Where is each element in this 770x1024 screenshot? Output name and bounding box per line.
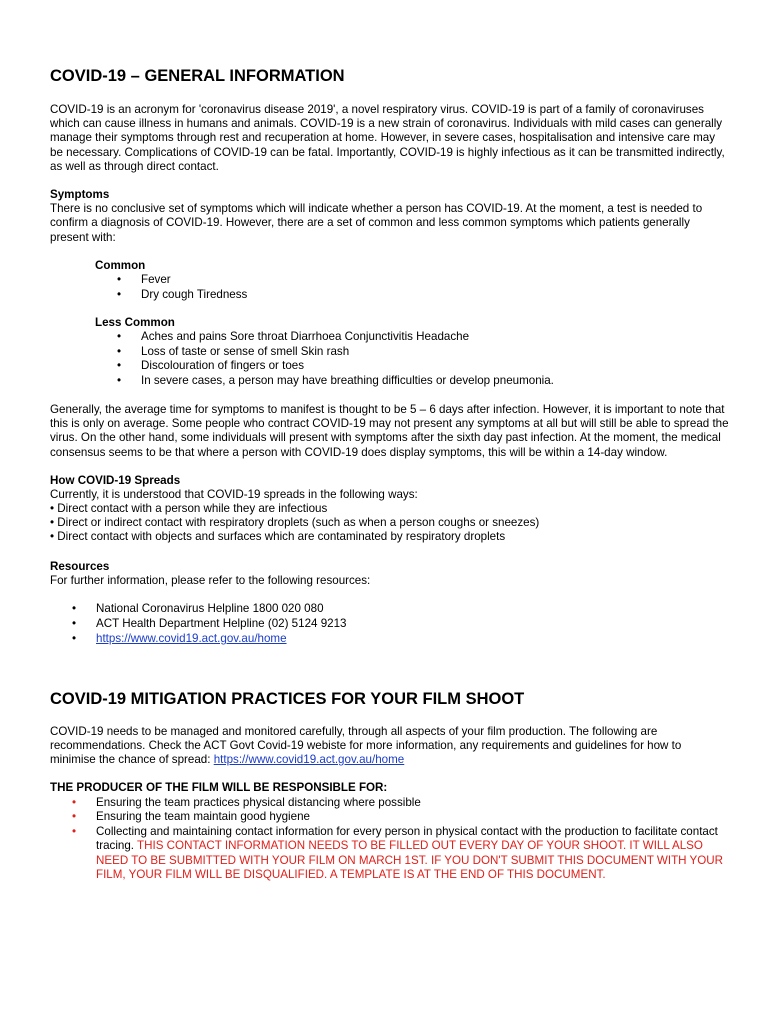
list-item: • https://www.covid19.act.gov.au/home: [72, 632, 287, 646]
resources-intro: For further information, please refer to the following resources:: [50, 574, 371, 588]
onset-paragraph: Generally, the average time for symptoms to manifest is thought to be 5 – 6 days after infection. However, it is important to note that this is only on average. Some people who contract COVID-19 may not present any symptoms at all but will still be able to spread the virus. On the other hand, some individuals will present with symptoms after the sixth day past infection. At the moment, the medical consensus seems to be that where a person with COVID-19 does display symptoms, this will be within a 14-day window.: [50, 403, 729, 459]
list-item: • In severe cases, a person may have breathing difficulties or develop pneumonia.: [117, 374, 554, 388]
section-title-mitigation: COVID-19 MITIGATION PRACTICES FOR YOUR FILM SHOOT: [50, 689, 525, 708]
resources-list: [50, 602, 730, 646]
document-page: [50, 66, 730, 882]
less-common-symptoms-list: [95, 330, 730, 389]
section-title-general-info: COVID-19 – GENERAL INFORMATION: [50, 67, 345, 85]
symptoms-paragraph: There is no conclusive set of symptoms which will indicate whether a person has COVID-19. At the moment, a test is needed to confirm a diagnosis of COVID-19. However, there are a set of common and less common symptoms which patients generally present with:: [50, 202, 703, 244]
list-item: • Ensuring the team maintain good hygiene: [72, 810, 310, 824]
common-heading: Common: [95, 258, 146, 272]
producer-responsibilities-list: [50, 796, 730, 882]
list-item: • ACT Health Department Helpline (02) 5124 9213: [72, 617, 347, 631]
resources-heading: Resources: [50, 560, 110, 574]
list-item: • Dry cough Tiredness: [117, 287, 248, 301]
mitigation-intro: COVID-19 needs to be managed and monitored carefully, through all aspects of your film production. The following are recommendations. Check the ACT Govt Covid-19 webiste for more information, any requirements and guidelines for how to minimise the chance of spread: https://www.covid19.act.gov.au/home: [50, 724, 682, 767]
less-common-heading: Less Common: [95, 315, 175, 329]
common-symptoms-list: [95, 273, 730, 303]
spread-intro: Currently, it is understood that COVID-19 spreads in the following ways:: [50, 488, 418, 502]
spread-heading: How COVID-19 Spreads: [50, 473, 181, 487]
list-item: • Loss of taste or sense of smell Skin rash: [117, 344, 350, 358]
govt-website-link[interactable]: https://www.covid19.act.gov.au/home: [213, 753, 405, 767]
contact-warning: THIS CONTACT INFORMATION NEEDS TO BE FILLED OUT EVERY DAY OF YOUR SHOOT. IT WILL ALSO NEED TO BE SUBMITTED WITH YOUR FILM ON MARCH 1ST. IF YOU DON'T SUBMIT THIS DOCUMENT WITH YOUR FILM, YOUR FILM WILL BE DISQUALIFIED. A TEMPLATE IS AT THE END OF THIS DOCUMENT.: [96, 839, 724, 881]
list-item: • Fever: [117, 273, 171, 287]
list-item: • Collecting and maintaining contact information for every person in physical contact with the production to facilitate contact tracing. THIS CONTACT INFORMATION NEEDS TO BE FILLED OUT EVERY DAY OF YOUR SHOOT. IT WILL ALSO NEED TO BE SUBMITTED WITH YOUR FILM ON MARCH 1ST. IF YOU DON'T SUBMIT THIS DOCUMENT WITH YOUR FILM, YOUR FILM WILL BE DISQUALIFIED. A TEMPLATE IS AT THE END OF THIS DOCUMENT.: [72, 825, 724, 881]
spread-item: • Direct contact with a person while they are infectious: [50, 502, 328, 516]
spread-item: • Direct contact with objects and surfaces which are contaminated by respiratory droplets: [50, 530, 506, 544]
list-item: • Discolouration of fingers or toes: [117, 359, 305, 373]
spread-item: • Direct or indirect contact with respiratory droplets (such as when a person coughs or sneezes): [50, 516, 540, 530]
list-item: • Ensuring the team practices physical distancing where possible: [72, 795, 421, 809]
producer-heading: THE PRODUCER OF THE FILM WILL BE RESPONSIBLE FOR:: [50, 781, 388, 795]
list-item: • Aches and pains Sore throat Diarrhoea Conjunctivitis Headache: [117, 329, 470, 343]
symptoms-heading: Symptoms: [50, 188, 110, 202]
covid-website-link[interactable]: https://www.covid19.act.gov.au/home: [96, 632, 287, 646]
list-item: • National Coronavirus Helpline 1800 020 080: [72, 602, 324, 616]
intro-paragraph: COVID-19 is an acronym for 'coronavirus disease 2019', a novel respiratory virus. COVID-19 is part of a family of coronaviruses which can cause illness in humans and animals. COVID-19 is a new strain of coronavirus. Individuals with mild cases can generally manage their symptoms through rest and recuperation at home. However, in severe cases, hospitalisation and intensive care may be necessary. Complications of COVID-19 can be fatal. Importantly, COVID-19 is highly infectious as it can be transmitted indirectly, as well as through direct contact.: [50, 103, 725, 173]
